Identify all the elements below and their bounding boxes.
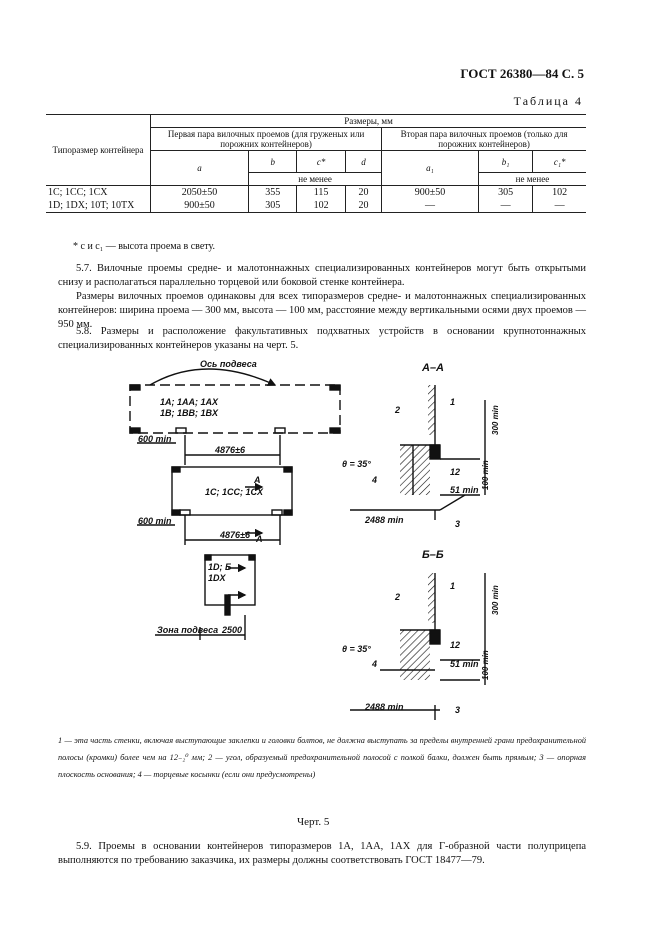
num-2: 2 — [395, 405, 401, 415]
num-2-b: 2 — [395, 592, 401, 602]
sub-b1: b₁ — [478, 151, 532, 173]
table-footnote: * c и c₁ — высота проема в свету. — [73, 241, 216, 252]
table-row: 1C; 1CC; 1CX 2050±50 355 115 20 900±50 305 102 — [46, 186, 586, 200]
num-1: 1 — [450, 397, 456, 407]
box1-label-1: 1A; 1AA; 1AX — [160, 397, 219, 407]
dim-51: 51 min — [450, 485, 479, 495]
para-5-8: 5.8. Размеры и расположение факультативных подхватных устройств в основании крупнотоннажных специализированных контейнеров указаны на черт. 5. — [58, 326, 586, 351]
para-5-9: 5.9. Проемы в основании контейнеров типоразмеров 1A, 1AA, 1AX для Г-образной части полуприцепа выполняются по требованию заказчика, их размеры должны соответствовать ГОСТ 18477—79. — [58, 841, 586, 866]
sub-c: c* — [297, 151, 345, 173]
dim-300-b: 300 min — [491, 585, 500, 615]
dimensions-table — [46, 114, 586, 213]
not-less-1: не менее — [249, 173, 382, 186]
para-5-7-b: Размеры вилочных проемов одинаковы для всех типоразмеров средне- и малотоннажных специализированных контейнеров: ширина проема — 300 мм, высота — 100 мм, расстояние между вертикальными осями двух проемов — 950 мм. — [58, 291, 586, 330]
box1-label-2: 1B; 1BB; 1BX — [160, 408, 219, 418]
box2-label: 1C; 1CC; 1CX — [205, 487, 264, 497]
zone-label: Зона подвеса — [157, 625, 219, 635]
dim-300-a: 300 min — [491, 405, 500, 435]
letter-A: A — [254, 475, 261, 485]
sizes-header: Размеры, мм — [151, 115, 587, 128]
section-AA: А–А — [422, 362, 445, 374]
dim-4876-a: 4876±6 — [215, 445, 245, 455]
num-3-b: 3 — [455, 705, 461, 715]
dim-100-b: 100 min — [481, 650, 490, 680]
section-BB: Б–Б — [422, 549, 444, 561]
table-row: 1D; 1DX; 10T; 10TX 900±50 305 102 20 — — — — [46, 199, 586, 213]
page-header: ГОСТ 26380—84 С. 5 — [460, 66, 584, 81]
axis-arc — [150, 369, 275, 385]
num-3: 3 — [455, 519, 461, 529]
figure-title: Черт. 5 — [297, 816, 330, 828]
drawing-chert-5 — [0, 355, 661, 725]
sub-a: a — [151, 151, 249, 186]
num-4: 4 — [372, 475, 378, 485]
not-less-2: не менее — [478, 173, 586, 186]
box3-label-1: 1D; Б — [208, 562, 232, 572]
sub-a1: a₁ — [382, 151, 479, 186]
letter-A-2: A — [256, 534, 263, 544]
dim-4876-b: 4876±6 — [220, 530, 250, 540]
sub-b: b — [249, 151, 297, 173]
sub-d: d — [345, 151, 381, 173]
dim-2500: 2500 — [222, 625, 243, 635]
dim-100-a: 100 min — [481, 460, 490, 490]
group2-header: Вторая пара вилочных проемов (только для порожних контейнеров) — [382, 128, 586, 151]
dim-600-a: 600 min — [138, 434, 172, 444]
sub-c1: c₁* — [533, 151, 586, 173]
group1-header: Первая пара вилочных проемов (для груженых или порожних контейнеров) — [151, 128, 382, 151]
box3-label-2: 1DX — [208, 573, 226, 583]
num-1-b: 1 — [450, 581, 456, 591]
dim-2488: 2488 min — [365, 515, 404, 525]
angle: θ = 35° — [342, 459, 371, 469]
dim-2488-b: 2488 min — [365, 702, 404, 712]
dim-600-b: 600 min — [138, 516, 172, 526]
axis-label: Ось подвеса — [200, 359, 257, 369]
num-4-b: 4 — [372, 659, 378, 669]
figure-legend: 1 — эта часть стенки, включая выступающие заклепки и головки болтов, не должна выступать за пределы внутренней грани предохранительной полосы (кромки) более чем на 12₋₂⁰ мм; 2 — угол, образуемый предохранительной полосой с полкой балки, должен быть прямым; 3 — опорная плоскость основания; 4 — торцевые косынки (если они предусмотрены) — [58, 736, 586, 779]
para-5-7-a: 5.7. Вилочные проемы средне- и малотоннажных специализированных контейнеров могут быть открытыми снизу и располагаться параллельно торцевой или боковой стенке контейнера. — [58, 263, 586, 288]
dim-51-b: 51 min — [450, 659, 479, 669]
table-caption: Таблица 4 — [513, 94, 583, 108]
dim-12: 12 — [450, 467, 461, 477]
dim-12-b: 12 — [450, 640, 461, 650]
angle-b: θ = 35° — [342, 644, 371, 654]
col-type-header: Типоразмер контейнера — [46, 115, 151, 186]
